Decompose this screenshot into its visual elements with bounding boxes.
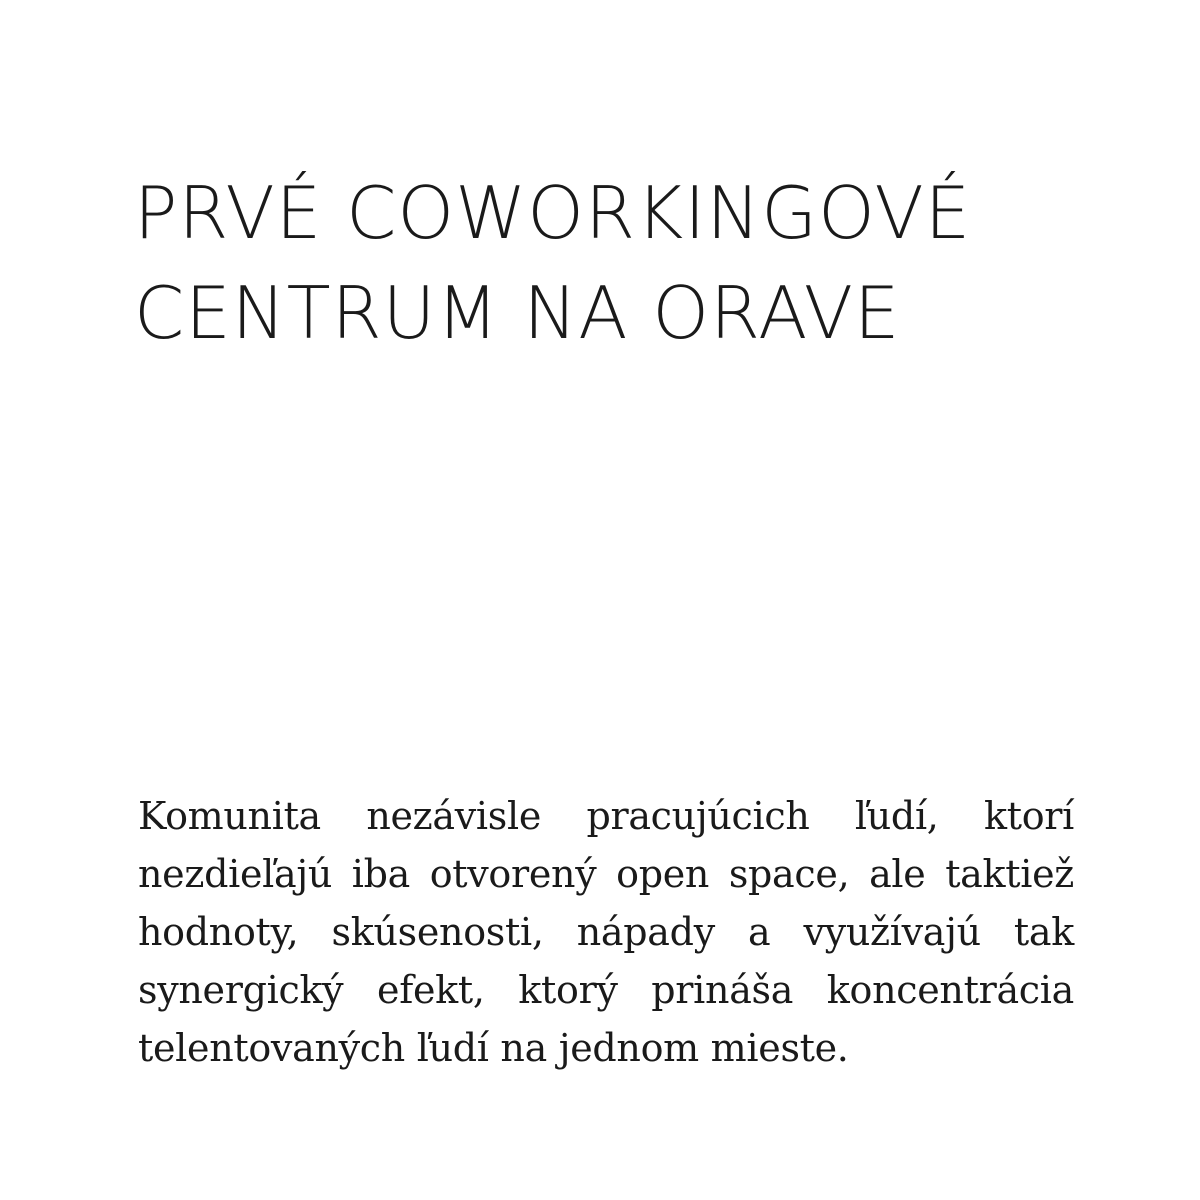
- body-paragraph: Komunita nezávisle pracujúcich ľudí, ktorí nezdieľajú iba otvorený open space, ale taktiež hodnoty, skúsenosti, nápady a využívajú tak synergický efekt, ktorý prináša koncentrácia telentovaných ľudí na jednom mieste.: [138, 794, 1074, 1070]
- headline-line-1: PRVÉ COWORKINGOVÉ: [134, 171, 972, 255]
- headline: [134, 163, 1124, 363]
- headline-line-2: CENTRUM NA ORAVE: [134, 271, 901, 355]
